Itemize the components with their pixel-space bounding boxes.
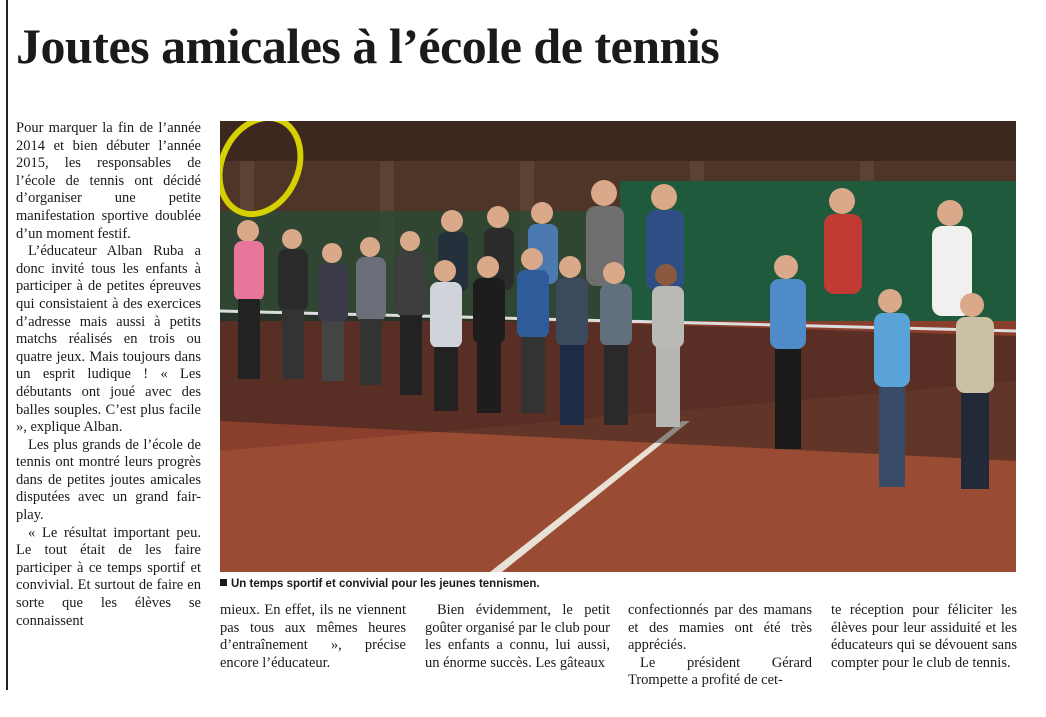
photo-caption: [220, 577, 1016, 591]
caption-square-icon: [220, 579, 227, 586]
caption-text: Un temps sportif et convivial pour les jeunes tennismen.: [231, 578, 540, 590]
paragraph-quote: « Le résultat important peu. Le tout était de les faire participer à ce temps sportif et convivial. Et surtout de faire en sorte que les élèves se connaissent: [16, 524, 201, 629]
photo-illustration: [220, 121, 1016, 572]
paragraph-closing: te réception pour féliciter les élèves pour leur assiduité et les éducateurs qui se dévouent sans compter pour le club de tennis.: [831, 602, 1017, 671]
paragraph-snack: Bien évidemment, le petit goûter organisé par le club pour les enfants a connu, lui aussi, un énorme succès. Les gâteaux: [425, 602, 610, 671]
paragraph-older-students: Les plus grands de l’école de tennis ont montré leurs progrès dans de petites joutes amicales disputées avec un grand fair-play.: [16, 436, 201, 524]
article-column-1: [16, 120, 201, 630]
headline: Joutes amicales à l’école de tennis: [16, 18, 720, 74]
paragraph-president: Le président Gérard Trompette a profité de cet-: [628, 654, 812, 689]
paragraph-col2: mieux. En effet, ils ne viennent pas tous aux mêmes heures d’entraînement », précise encore l’éducateur.: [220, 602, 406, 671]
article-column-4: [628, 602, 812, 690]
article-column-2: [220, 602, 406, 672]
article-photo: [220, 121, 1016, 572]
paragraph-intro: Pour marquer la fin de l’année 2014 et bien débuter l’année 2015, les responsables de l’école de tennis ont décidé d’organiser une petite manifestation sportive doublée d’un moment festif.: [16, 120, 201, 242]
article-column-3: [425, 602, 610, 672]
paragraph-educator: L’éducateur Alban Ruba a donc invité tous les enfants à participer à de petites épreuves qui consistaient à des exercices d’adresse mais aussi à petits matchs réalisés en trois ou quatre jeux. Mais toujours dans un esprit ludique ! « Les débutants ont joué avec des balles souples. C’est plus facile », explique Alban.: [16, 243, 201, 436]
page-frame-rule: [6, 0, 8, 690]
paragraph-cakes: confectionnés par des mamans et des mamies ont été très appréciés.: [628, 602, 812, 654]
article-column-5: [831, 602, 1017, 672]
